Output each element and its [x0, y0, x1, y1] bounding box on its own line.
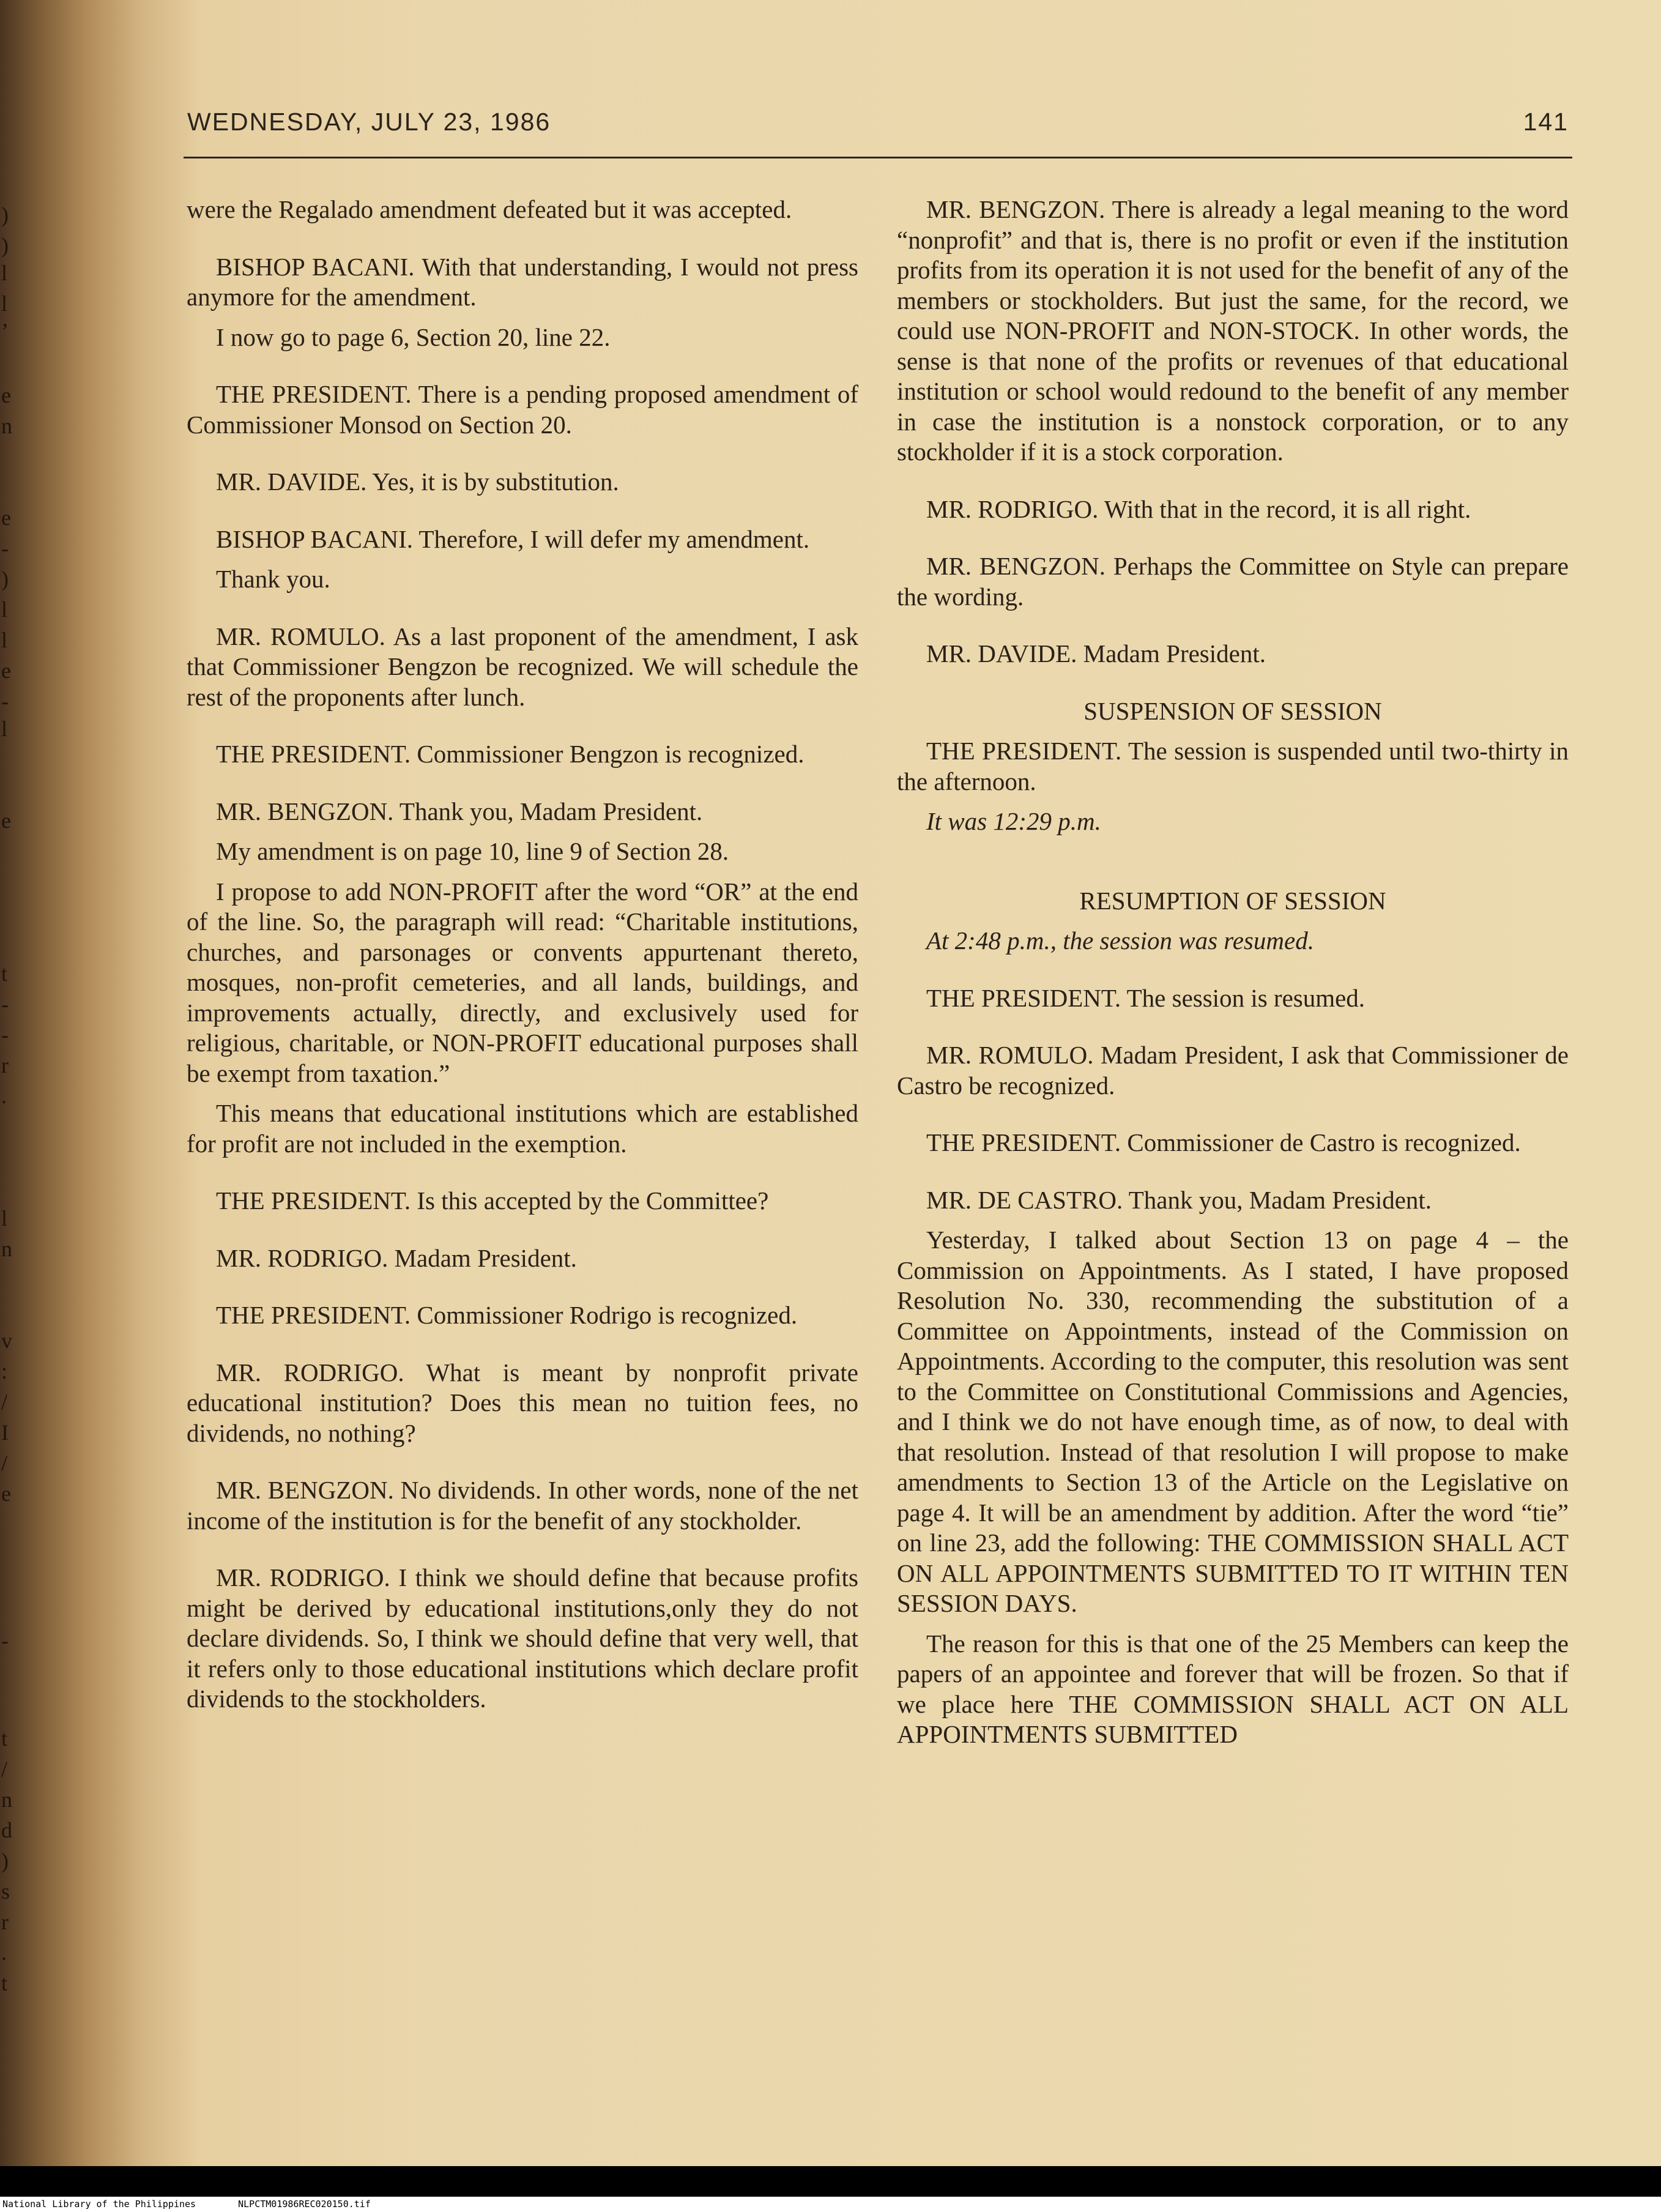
paragraph: THE PRESIDENT. Commissioner Bengzon is recognized.	[216, 740, 804, 768]
margin-mark: /	[1, 1451, 8, 1475]
margin-mark: .	[1, 1084, 7, 1108]
margin-mark: )	[1, 567, 9, 591]
margin-mark: v	[1, 1328, 12, 1353]
margin-mark: e	[1, 505, 11, 530]
margin-mark: l	[1, 291, 8, 316]
paragraph: MR. RODRIGO. I think we should define that because profits might be derived by educational institutions,only they do not declare dividends. So, I think we should define that very well, that it refers only to those educational institutions which declare profit dividends to the stockholders.	[187, 1563, 858, 1713]
footer-library: National Library of the Philippines	[2, 2199, 196, 2210]
margin-mark: e	[1, 383, 11, 408]
paragraph: THE PRESIDENT. The session is resumed.	[926, 983, 1366, 1012]
margin-mark: n	[1, 1787, 12, 1812]
paragraph: MR. DE CASTRO. Thank you, Madam President.	[926, 1185, 1432, 1214]
paragraph: MR. ROMULO. As a last proponent of the amendment, I ask that Commissioner Bengzon be recognized. We will schedule the rest of the proponents after lunch.	[187, 622, 858, 711]
margin-mark: I	[1, 1420, 9, 1445]
paragraph: The reason for this is that one of the 25 Members can keep the papers of an appointee and forever that will be frozen. So that if we place here THE COMMISSION SHALL ACT ON ALL APPOINTMENTS SUBMITTED	[897, 1629, 1569, 1748]
paragraph: MR. ROMULO. Madam President, I ask that Commissioner de Castro be recognized.	[897, 1041, 1569, 1100]
margin-mark: t	[1, 961, 8, 986]
paragraph: THE PRESIDENT. Commissioner Rodrigo is recognized.	[216, 1301, 798, 1329]
margin-mark: l	[1, 261, 8, 285]
margin-mark: r	[1, 1910, 9, 1934]
paragraph: MR. BENGZON. No dividends. In other words, none of the net income of the institution is for the benefit of any stockholder.	[187, 1476, 858, 1535]
section-heading: RESUMPTION OF SESSION	[1079, 886, 1386, 915]
paragraph: THE PRESIDENT. Is this accepted by the Committee?	[216, 1186, 769, 1215]
margin-mark: )	[1, 233, 9, 258]
left-margin-bleed	[0, 0, 24, 2166]
paragraph: THE PRESIDENT. The session is suspended until two-thirty in the afternoon.	[897, 737, 1569, 795]
paragraph: MR. DAVIDE. Yes, it is by substitution.	[216, 467, 619, 496]
paragraph: Yesterday, I talked about Section 13 on page 4 – the Commission on Appointments. As I stated, I have proposed Resolution No. 330, recommending the substitution of a Committee on Appointments, instead of the Commission on Appointments. According to the computer, this resolution was sent to the Committee on Constitutional Commissions and Agencies, and I think we do not have enough time, as of now, to deal with that resolution. Instead of that resolution I will propose to make amendments to Section 13 of the Article on the Legislative on page 4. It will be an amendment by addition. After the word “tie” on line 23, add the following: THE COMMISSION SHALL ACT ON ALL APPOINTMENTS SUBMITTED TO IT WITHIN TEN SESSION DAYS.	[897, 1226, 1569, 1617]
paragraph: BISHOP BACANI. Therefore, I will defer my amendment.	[216, 524, 810, 553]
paragraph: BISHOP BACANI. With that understanding, I would not press anymore for the amendment.	[187, 252, 858, 311]
paragraph: THE PRESIDENT. There is a pending proposed amendment of Commissioner Monsod on Section 20.	[187, 380, 858, 439]
paragraph: MR. RODRIGO. Madam President.	[216, 1243, 577, 1272]
paragraph: THE PRESIDENT. Commissioner de Castro is recognized.	[926, 1128, 1521, 1156]
section-heading: SUSPENSION OF SESSION	[1083, 696, 1382, 725]
margin-mark: ’	[1, 319, 9, 343]
paragraph: My amendment is on page 10, line 9 of Section 28.	[216, 837, 729, 865]
margin-mark: t	[1, 1726, 8, 1751]
margin-mark: e	[1, 658, 11, 683]
header-date: WEDNESDAY, JULY 23, 1986	[187, 108, 551, 136]
time-note: At 2:48 p.m., the session was resumed.	[926, 926, 1314, 955]
margin-mark: -	[1, 992, 9, 1016]
margin-mark: l	[1, 597, 8, 622]
margin-mark: :	[1, 1359, 8, 1383]
paragraph: MR. BENGZON. Perhaps the Committee on Style can prepare the wording.	[897, 552, 1569, 611]
margin-mark: t	[1, 1971, 8, 1995]
margin-mark: -	[1, 536, 9, 560]
margin-mark: -	[1, 1628, 9, 1653]
margin-mark: d	[1, 1818, 12, 1842]
paragraph: were the Regalado amendment defeated but it was accepted.	[187, 195, 792, 223]
margin-mark: -	[1, 1022, 9, 1047]
paragraph: Thank you.	[216, 565, 330, 593]
paragraph: This means that educational institutions which are established for profit are not included in the exemption.	[187, 1099, 858, 1158]
margin-mark: .	[1, 1940, 7, 1965]
margin-mark: l	[1, 717, 8, 741]
header-rule	[184, 157, 1572, 158]
paragraph: I propose to add NON-PROFIT after the word “OR” at the end of the line. So, the paragraph will read: “Charitable institutions, churches, and parsonages or convents appurtenant thereto, mosques, non-profit cemeteries, and all lands, buildings, and improvements actually, directly, and exclusively used for religious, charitable, or NON-PROFIT educational purposes shall be exempt from taxation.”	[187, 877, 858, 1087]
margin-mark: /	[1, 1390, 8, 1414]
paragraph: I now go to page 6, Section 20, line 22.	[216, 322, 611, 351]
running-head	[187, 108, 1569, 144]
left-column	[187, 195, 858, 1715]
margin-mark: n	[1, 414, 12, 438]
margin-mark: )	[1, 1849, 9, 1873]
paragraph: MR. DAVIDE. Madam President.	[926, 639, 1266, 668]
right-column	[897, 195, 1569, 1750]
margin-mark: r	[1, 1053, 9, 1078]
margin-mark: )	[1, 203, 9, 227]
margin-mark: -	[1, 689, 9, 713]
margin-mark: l	[1, 1206, 8, 1231]
margin-mark: n	[1, 1237, 12, 1261]
page-number: 141	[1523, 108, 1569, 136]
paragraph: MR. BENGZON. There is already a legal meaning to the word “nonprofit” and that is, there is no profit or even if the institution profits from its operation it is not used for the benefit of any of the members or stockholders. But just the same, for the record, we could use NON-PROFIT and NON-STOCK. In other words, the sense is that none of the profits or revenues of that educational institution or school would redound to the benefit of any member in case the institution is a nonstock corporation, or to any stockholder if it is a stock corporation.	[897, 195, 1569, 466]
margin-mark: /	[1, 1757, 8, 1781]
time-note: It was 12:29 p.m.	[926, 807, 1101, 835]
margin-mark: s	[1, 1879, 10, 1904]
margin-mark: e	[1, 1481, 11, 1506]
margin-mark: l	[1, 628, 8, 652]
margin-mark: e	[1, 808, 11, 833]
paragraph: MR. RODRIGO. What is meant by nonprofit private educational institution? Does this mean no tuition fees, no dividends, no nothing?	[187, 1358, 858, 1447]
paragraph: MR. RODRIGO. With that in the record, it is all right.	[926, 494, 1471, 523]
scan-footer	[0, 2197, 1661, 2212]
footer-filename: NLPCTM01986REC020150.tif	[238, 2199, 371, 2210]
paragraph: MR. BENGZON. Thank you, Madam President.	[216, 797, 703, 825]
